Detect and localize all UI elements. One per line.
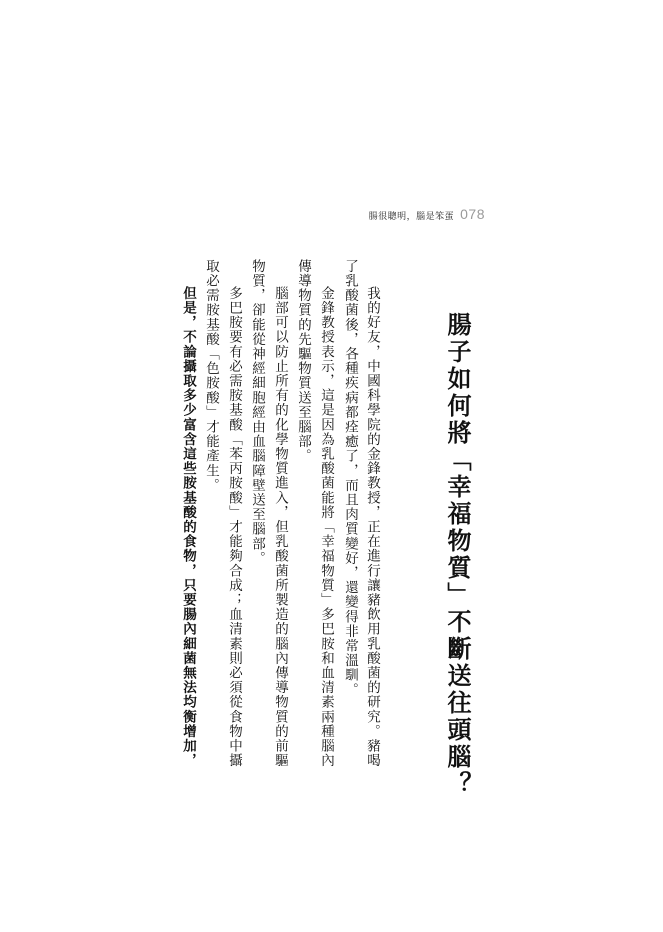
body-line-3: 金鋒教授表示，這是因為乳酸菌能將「幸福物質」多巴胺和血清素兩種腦內 [318,286,334,768]
body-line-1: 我的好友，中國科學院的金鋒教授，正在進行讓豬飲用乳酸菌的研究。豬喝 [364,286,380,768]
body-line-4: 傳導物質的先驅物質送至腦部。 [295,259,311,464]
body-line-5: 腦部可以防止所有的化學物質進入，但乳酸菌所製造的腦內傳導物質的前驅 [272,286,288,768]
body-line-8: 取必需胺基酸「色胺酸」才能產生。 [203,259,219,493]
body-line-7: 多巴胺要有必需胺基酸「苯丙胺酸」才能夠合成；血清素則必須從食物中攝 [226,286,242,768]
page-number: 078 [460,206,485,222]
body-line-9: 但是，不論攝取多少富含這些胺基酸的食物，只要腸內細菌無法均衡增加， [180,286,196,768]
running-title: 腸很聰明，腦是笨蛋 [368,212,455,222]
chapter-heading: 腸子如何將「幸福物質」不斷送往頭腦？ [443,312,472,798]
body-line-2: 了乳酸菌後，各種疾病都痊癒了，而且肉質變好，還變得非常溫馴。 [342,259,358,697]
running-header [369,206,485,222]
body-line-6: 物質，卻能從神經細胞經由血腦障壁送至腦部。 [249,259,265,566]
